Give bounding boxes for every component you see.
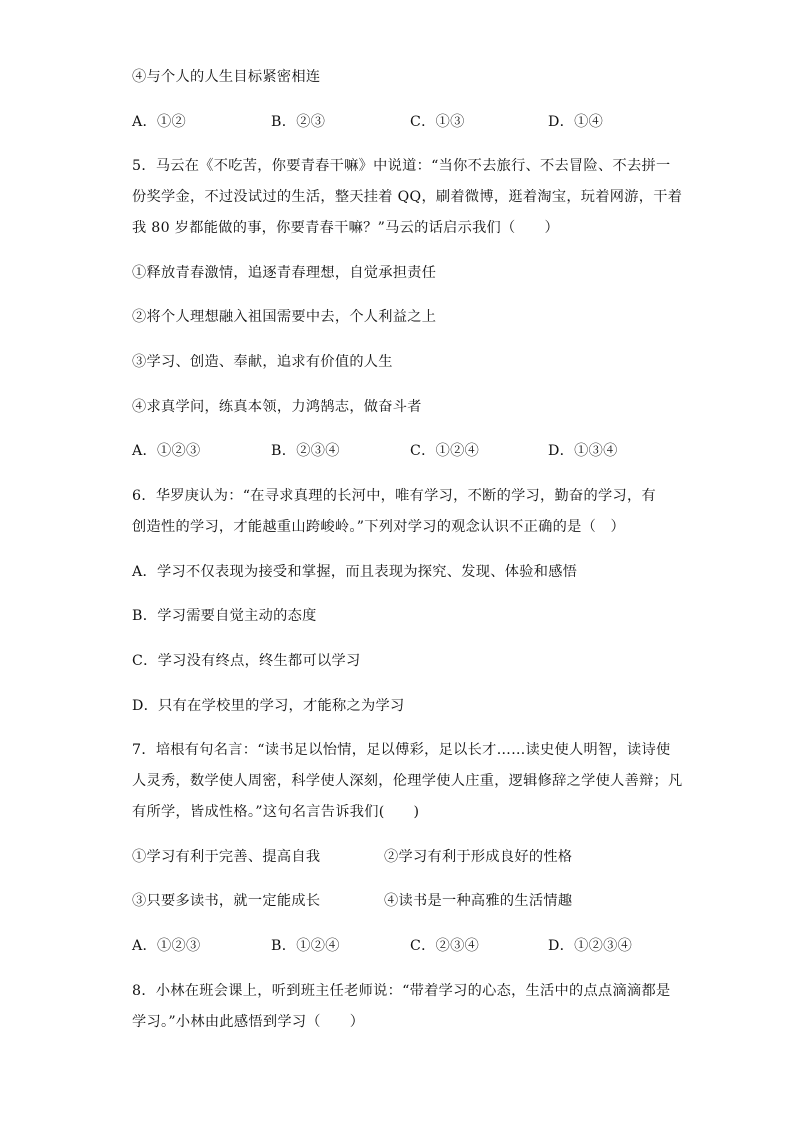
question-stem-line: 有所学，皆成性格。”这句名言告诉我们( ) [132,804,420,820]
option-a: A．①②③ [132,443,201,459]
option-a: A．①②③ [132,938,201,954]
option-d: D．只有在学校里的学习，才能称之为学习 [132,698,405,714]
question-stem-line: 份奖学金，不过没试过的生活，整天挂着 QQ，刷着微博，逛着淘宝，玩着网游，干着 [132,189,683,205]
option-a: A．学习不仅表现为接受和掌握，而且表现为探究、发现、体验和感悟 [132,564,578,580]
prev-question-item-4: ④与个人的人生目标紧密相连 [132,69,321,85]
question-stem-line: 8．小林在班会课上，听到班主任老师说：“带着学习的心态，生活中的点点滴滴都是 [132,983,671,999]
option-d: D．①④ [548,114,604,130]
statement-item: ③学习、创造、奉献，追求有价值的人生 [132,354,393,370]
option-b: B．②③ [271,114,326,130]
question-stem-line: 创造性的学习，才能越重山跨峻岭。”下列对学习的观念认识不正确的是（ ） [132,519,626,535]
option-c: C．学习没有终点，终生都可以学习 [132,653,361,669]
question-stem-line: 我 80 岁都能做的事，你要青春干嘛？”马云的话启示我们（ ） [132,220,559,236]
question-stem-line: 学习。”小林由此感悟到学习（ ） [132,1014,365,1030]
statement-item: ④求真学问，练真本领，力鸿鹄志，做奋斗者 [132,399,422,415]
option-b: B．学习需要自觉主动的态度 [132,608,317,624]
statement-item: ①学习有利于完善、提高自我 [132,849,321,865]
statement-item: ③只要多读书，就一定能成长 [132,893,321,909]
question-stem-line: 5．马云在《不吃苦，你要青春干嘛》中说道：“当你不去旅行、不去冒险、不去拼一 [132,158,671,174]
option-b: B．①②④ [271,938,340,954]
option-b: B．②③④ [271,443,340,459]
question-stem-line: 6．华罗庚认为：“在寻求真理的长河中，唯有学习，不断的学习，勤奋的学习，有 [132,488,656,504]
option-c: C．②③④ [410,938,480,954]
statement-item: ①释放青春激情，追逐青春理想，自觉承担责任 [132,265,437,281]
option-c: C．①③ [410,114,465,130]
option-d: D．①②③④ [548,938,633,954]
option-d: D．①③④ [548,443,618,459]
option-a: A．①② [132,114,187,130]
question-stem-line: 人灵秀，数学使人周密，科学使人深刻，伦理学使人庄重，逻辑修辞之学使人善辩；凡 [132,773,683,789]
statement-item: ④读书是一种高雅的生活情趣 [384,893,573,909]
statement-item: ②学习有利于形成良好的性格 [384,849,573,865]
option-c: C．①②④ [410,443,480,459]
question-stem-line: 7．培根有句名言：“读书足以怡情，足以傅彩，足以长才……读史使人明智，读诗使 [132,742,671,758]
statement-item: ②将个人理想融入祖国需要中去，个人利益之上 [132,309,437,325]
